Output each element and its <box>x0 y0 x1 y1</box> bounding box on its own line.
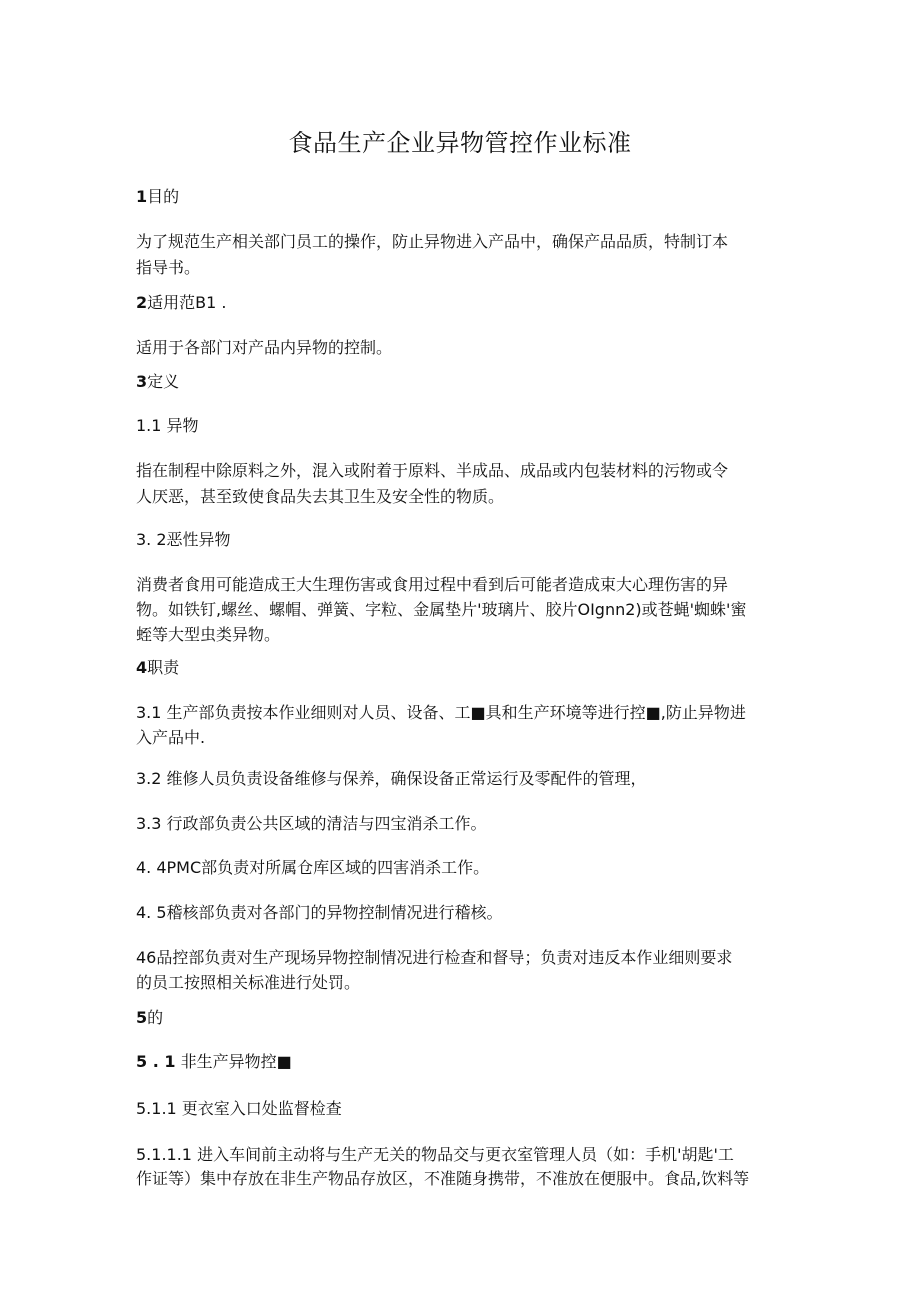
section-number: 5 . 1 <box>136 1052 176 1071</box>
section-number: 3 <box>136 372 148 391</box>
paragraph-line: 消费者食用可能造成王大生理伤害或食用过程中看到后可能者造成束大心理伤害的异 <box>136 575 729 594</box>
section-heading-5 <box>136 1005 796 1031</box>
paragraph-line: 3.2 维修人员负责设备维修与保养，确保设备正常运行及零配件的管理， <box>136 769 647 788</box>
section-heading-text: 适用范B1 . <box>147 293 227 312</box>
section-heading-3 <box>136 369 796 395</box>
section-number: 1 <box>136 187 148 206</box>
paragraph-line: 为了规范生产相关部门员工的操作，防止异物进入产品中，确保产品品质，特制订本 <box>136 232 729 251</box>
paragraph-line: 作证等）集中存放在非生产物品存放区，不准随身携带，不准放在便服中。食品,饮料等 <box>136 1169 750 1188</box>
paragraph-line: 3.1 生产部负责按本作业细则对人员、设备、工■具和生产环境等进行控■,防止异物进 <box>136 703 746 722</box>
paragraph-line: 适用于各部门对产品内异物的控制。 <box>136 338 393 357</box>
section-heading-text: 目的 <box>147 187 180 206</box>
paragraph-line: 指在制程中除原料之外，混入或附着于原料、半成品、成品或内包装材料的污物或令 <box>136 461 729 480</box>
paragraph-line: 入产品中. <box>136 728 206 747</box>
document-title: 食品生产企业异物管控作业标准 <box>288 129 632 157</box>
section-heading-4 <box>136 655 796 681</box>
section-number: 2 <box>136 293 148 312</box>
subsection-heading: 1.1 异物 <box>136 416 199 435</box>
paragraph-line: 3.3 行政部负责公共区域的清洁与四宝消杀工作。 <box>136 814 487 833</box>
paragraph-line: 人厌恶，甚至致使食品失去其卫生及安全性的物质。 <box>136 487 505 506</box>
section-heading-1 <box>136 184 796 210</box>
section-heading-text: 的 <box>147 1008 164 1027</box>
section-number: 5 <box>136 1008 148 1027</box>
paragraph-line: 46品控部负责对生产现场异物控制情况进行检查和督导；负责对违反本作业细则要求 <box>136 948 733 967</box>
section-heading-text: 非生产异物控■ <box>175 1052 292 1071</box>
section-heading-text: 定义 <box>147 372 180 391</box>
paragraph-line: 指导书。 <box>136 258 201 277</box>
section-heading-2 <box>136 290 796 316</box>
subsection-heading: 5.1.1 更衣室入口处监督检查 <box>136 1099 342 1118</box>
paragraph-line: 4. 4PMC部负责对所属仓库区域的四害消杀工作。 <box>136 858 490 877</box>
paragraph-line: 的员工按照相关标准进行处罚。 <box>136 973 361 992</box>
paragraph-line: 4. 5稽核部负责对各部门的异物控制情况进行稽核。 <box>136 903 503 922</box>
section-heading-text: 职责 <box>147 658 180 677</box>
paragraph-line: 物。如铁钉,螺丝、螺帽、弹簧、字粒、金属垫片'玻璃片、胶片OIgnn2)或苍蝇'蜘蛛'蜜 <box>136 600 747 619</box>
section-number: 4 <box>136 658 148 677</box>
paragraph-line: 5.1.1.1 进入车间前主动将与生产无关的物品交与更衣室管理人员（如：手机'胡匙'工 <box>136 1145 734 1164</box>
subsection-heading: 3. 2恶性异物 <box>136 530 231 549</box>
paragraph-line: 蛭等大型虫类异物。 <box>136 625 281 644</box>
subsection-heading-5-1 <box>136 1049 796 1075</box>
